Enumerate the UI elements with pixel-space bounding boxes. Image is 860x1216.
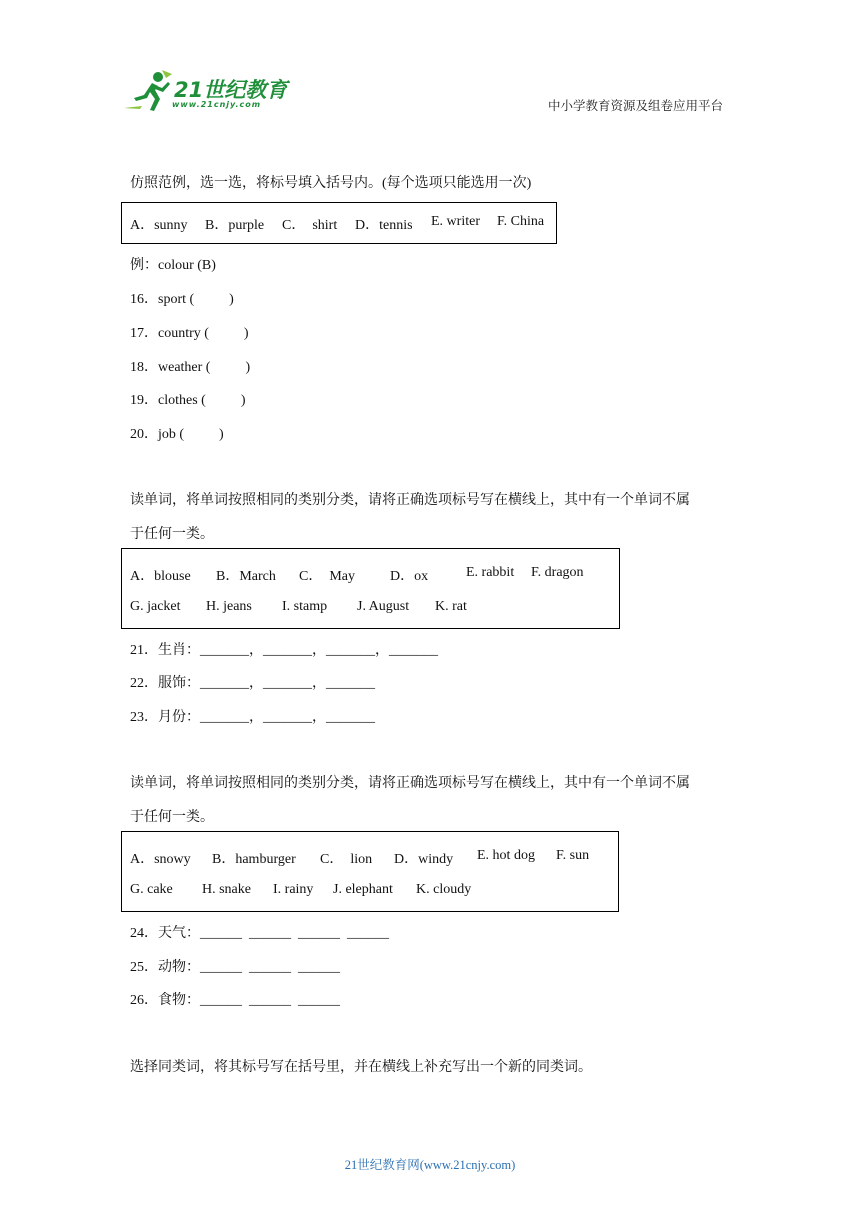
runner-icon [122,68,174,114]
option: D．ox [390,569,429,584]
option: G. jacket [130,599,181,614]
section3-instruction-line2: 于任何一类。 [130,810,214,825]
option: H. snake [202,882,251,897]
question-24: 24．天气：______ ______ ______ ______ [130,926,389,941]
option: I. rainy [273,882,314,897]
option: K. rat [435,599,467,614]
option: D．windy [394,852,454,867]
option: I. stamp [282,599,328,614]
question-25: 25．动物：______ ______ ______ [130,960,340,975]
section3-instruction-line1: 读单词，将单词按照相同的类别分类，请将正确选项标号写在横线上，其中有一个单词不属 [130,776,690,791]
option: C． May [299,569,355,584]
option: F. China [497,214,545,229]
question-19: 19．clothes ( ) [130,393,246,408]
section3-options-box [121,831,619,912]
question-17: 17．country ( ) [130,326,249,341]
option: E. writer [431,214,480,229]
option: E. hot dog [477,848,535,863]
footer-link[interactable]: 21世纪教育网(www.21cnjy.com) [344,1158,516,1172]
option: C． lion [320,852,373,867]
option: J. August [357,599,410,614]
option: F. sun [556,848,590,863]
option: K. cloudy [416,882,472,897]
section2-instruction-line1: 读单词，将单词按照相同的类别分类，请将正确选项标号写在横线上，其中有一个单词不属 [130,493,690,508]
question-22: 22．服饰：_______，_______，_______ [130,676,375,691]
option: E. rabbit [466,565,515,580]
option: B．March [216,569,276,584]
option: A．snowy [130,852,191,867]
question-18: 18．weather ( ) [130,360,251,375]
option: D．tennis [355,218,413,233]
option: B．purple [205,218,265,233]
question-16: 16．sport ( ) [130,292,234,307]
section4-instruction: 选择同类词，将其标号写在括号里，并在横线上补充写出一个新的同类词。 [130,1060,592,1075]
option: J. elephant [333,882,393,897]
option: G. cake [130,882,173,897]
header-platform-text: 中小学教育资源及组卷应用平台 [548,99,724,113]
section2-options-box [121,548,620,629]
option: C． shirt [282,218,338,233]
section2-instruction-line2: 于任何一类。 [130,527,214,542]
option: H. jeans [206,599,252,614]
question-21: 21．生肖：_______，_______，_______，_______ [130,643,438,658]
question-20: 20．job ( ) [130,427,224,442]
option: A．blouse [130,569,191,584]
example-line: 例：colour (B) [130,258,216,273]
section1-options-box [121,202,557,244]
logo-text: 21世纪教育 [174,78,288,102]
section1-instruction: 仿照范例，选一选，将标号填入括号内。(每个选项只能选用一次) [130,176,532,191]
logo [122,68,292,116]
option: B．hamburger [212,852,296,867]
question-26: 26．食物：______ ______ ______ [130,993,340,1008]
option: F. dragon [531,565,584,580]
logo-url: www.21cnjy.com [172,100,262,109]
option: A．sunny [130,218,188,233]
question-23: 23．月份：_______，_______，_______ [130,710,375,725]
